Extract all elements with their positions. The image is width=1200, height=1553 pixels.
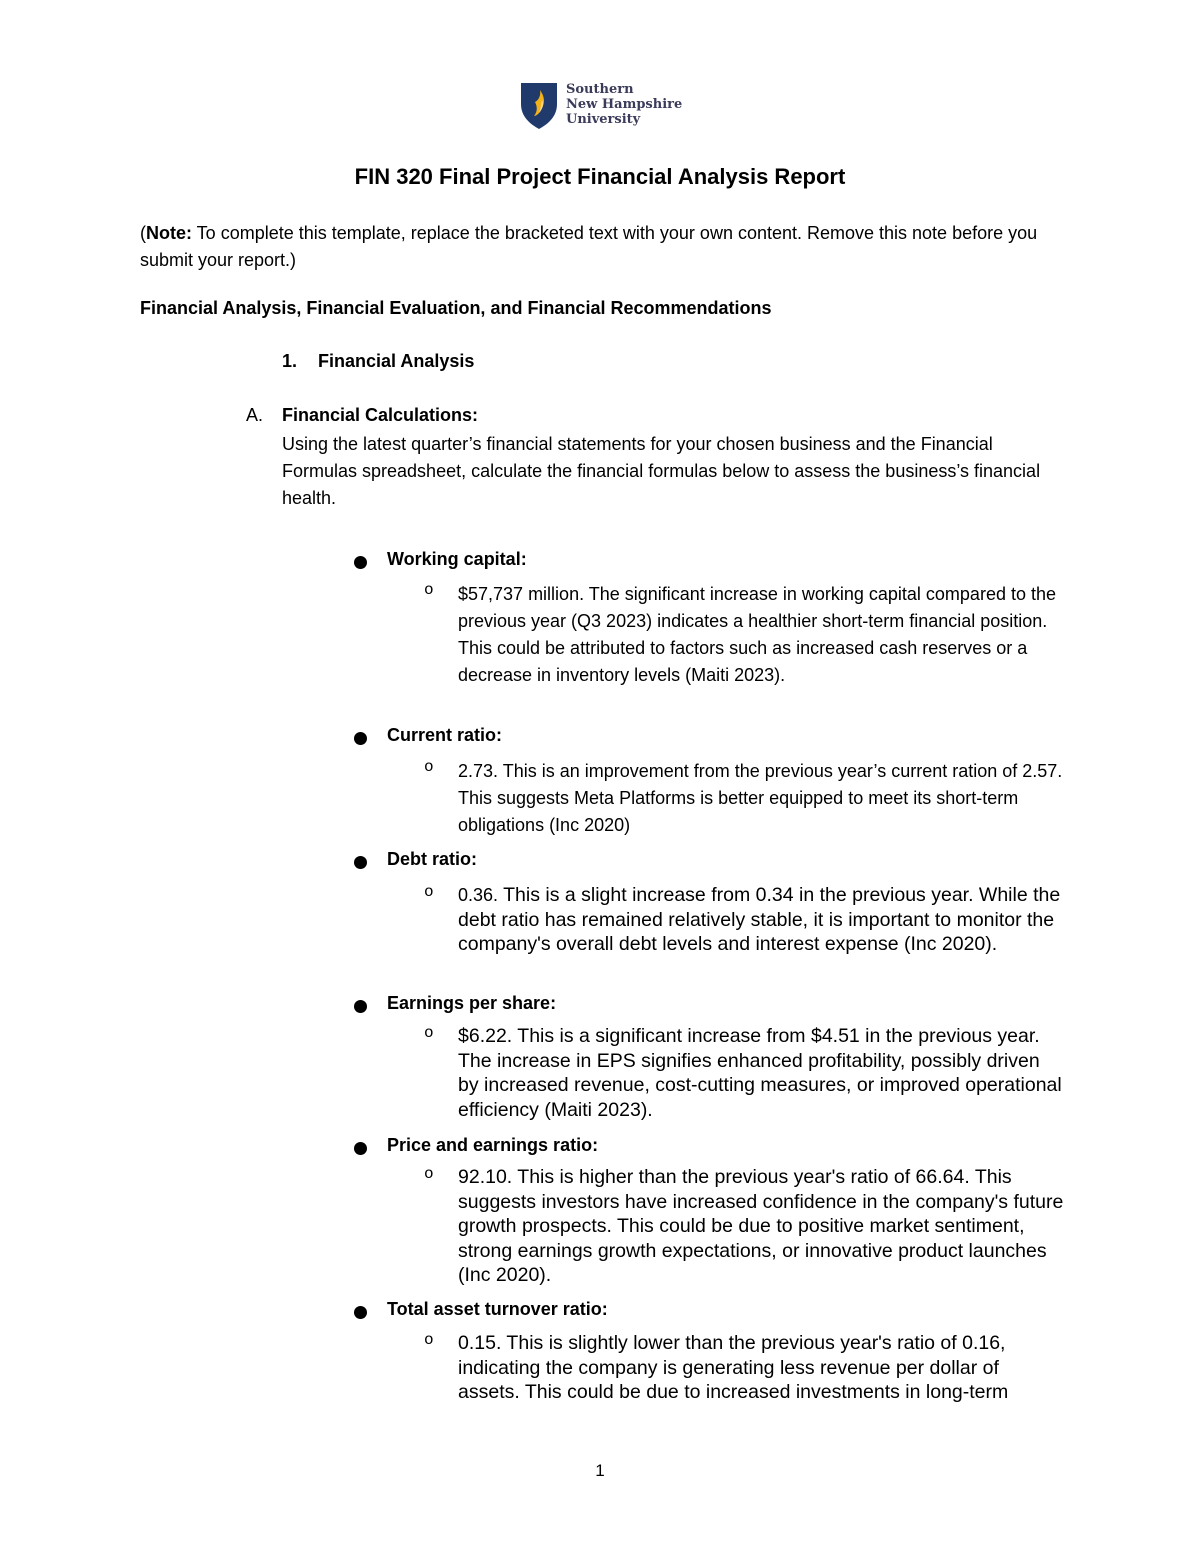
metric-detail-working-capital <box>424 581 1064 689</box>
numbered-heading <box>282 351 474 372</box>
logo-line-1: Southern <box>566 82 634 97</box>
sub-heading <box>246 405 478 426</box>
sub-bullet-icon <box>424 758 434 776</box>
metric-detail-eps <box>424 1024 1064 1122</box>
section-heading: Financial Analysis, Financial Evaluation, and Financial Recommendations <box>140 298 772 318</box>
metric-text: 92.10. This is higher than the previous year's ratio of 66.64. This suggests investors have increased confidence in the company's future growth prospects. This could be due to positive market sentiment, strong earnings growth expectations, or innovative product launches (Inc 2020). <box>458 1166 1064 1286</box>
university-logo <box>520 82 682 130</box>
sub-heading-letter: A. <box>246 405 264 425</box>
metric-text: $6.22. This is a significant increase from $4.51 in the previous year. The increase in EPS signifies enhanced profitability, possibly driven by increased revenue, cost-cutting measures, or improved operational efficiency (Maiti 2023). <box>458 1025 1062 1121</box>
numbered-heading-label: Financial Analysis <box>318 351 475 371</box>
bullet-dot-icon <box>354 1306 367 1319</box>
bullet-dot-icon <box>354 732 367 745</box>
metric-label: Earnings per share: <box>387 993 557 1013</box>
sub-bullet-icon <box>424 581 434 599</box>
bullet-dot-icon <box>354 1000 367 1013</box>
sub-heading-label: Financial Calculations: <box>282 405 479 425</box>
sub-bullet-icon <box>424 883 434 901</box>
bullet-dot-icon <box>354 856 367 869</box>
template-note <box>140 220 1060 274</box>
bullet-dot-icon <box>354 556 367 569</box>
bullet-dot-icon <box>354 1142 367 1155</box>
metric-detail-pe-ratio <box>424 1165 1064 1288</box>
sub-bullet-icon <box>424 1331 434 1349</box>
metric-text: 2.73. This is an improvement from the previous year’s current ration of 2.57. This suggests Meta Platforms is better equipped to meet its short-term obligations (Inc 2020) <box>458 761 1063 835</box>
metric-detail-current-ratio <box>424 758 1064 839</box>
metric-text: This is a slight increase from 0.34 in the previous year. While the debt ratio has remained relatively stable, it is important to monitor the company's overall debt levels and interest expense (Inc 2020). <box>458 884 1061 955</box>
metric-label: Price and earnings ratio: <box>387 1135 599 1155</box>
metric-text: 0.15. This is slightly lower than the previous year's ratio of 0.16, indicating the company is generating less revenue per dollar of assets. This could be due to increased investments in long-term <box>458 1332 1009 1403</box>
metric-label: Debt ratio: <box>387 849 477 869</box>
sub-bullet-icon <box>424 1024 434 1042</box>
metric-lead: 0.36. <box>458 885 499 905</box>
metric-detail-asset-turnover <box>424 1331 1064 1405</box>
note-label: Note: <box>146 223 192 243</box>
metric-label: Total asset turnover ratio: <box>387 1299 608 1319</box>
numbered-heading-number: 1. <box>282 351 298 371</box>
metric-detail-debt-ratio <box>424 883 1064 957</box>
note-open-paren: ( <box>140 223 146 243</box>
metric-text: $57,737 million. The significant increase in working capital compared to the previous year (Q3 2023) indicates a healthier short-term financial position. This could be attributed to factors such as increased cash reserves or a decrease in inventory levels (Maiti 2023). <box>458 584 1056 685</box>
sub-heading-text: Using the latest quarter’s financial statements for your chosen business and the Financial Formulas spreadsheet, calculate the financial formulas below to assess the business’s financial health. <box>282 434 1041 508</box>
metric-label: Working capital: <box>387 549 527 569</box>
logo-line-2: New Hampshire <box>566 97 683 112</box>
report-title: FIN 320 Final Project Financial Analysis Report <box>354 164 846 189</box>
page-number: 1 <box>595 1461 605 1480</box>
shield-icon <box>520 82 558 130</box>
sub-bullet-icon <box>424 1165 434 1183</box>
metric-label: Current ratio: <box>387 725 503 745</box>
note-text: To complete this template, replace the bracketed text with your own content. Remove this note before you submit your report.) <box>140 223 1038 270</box>
logo-line-3: University <box>566 112 641 127</box>
